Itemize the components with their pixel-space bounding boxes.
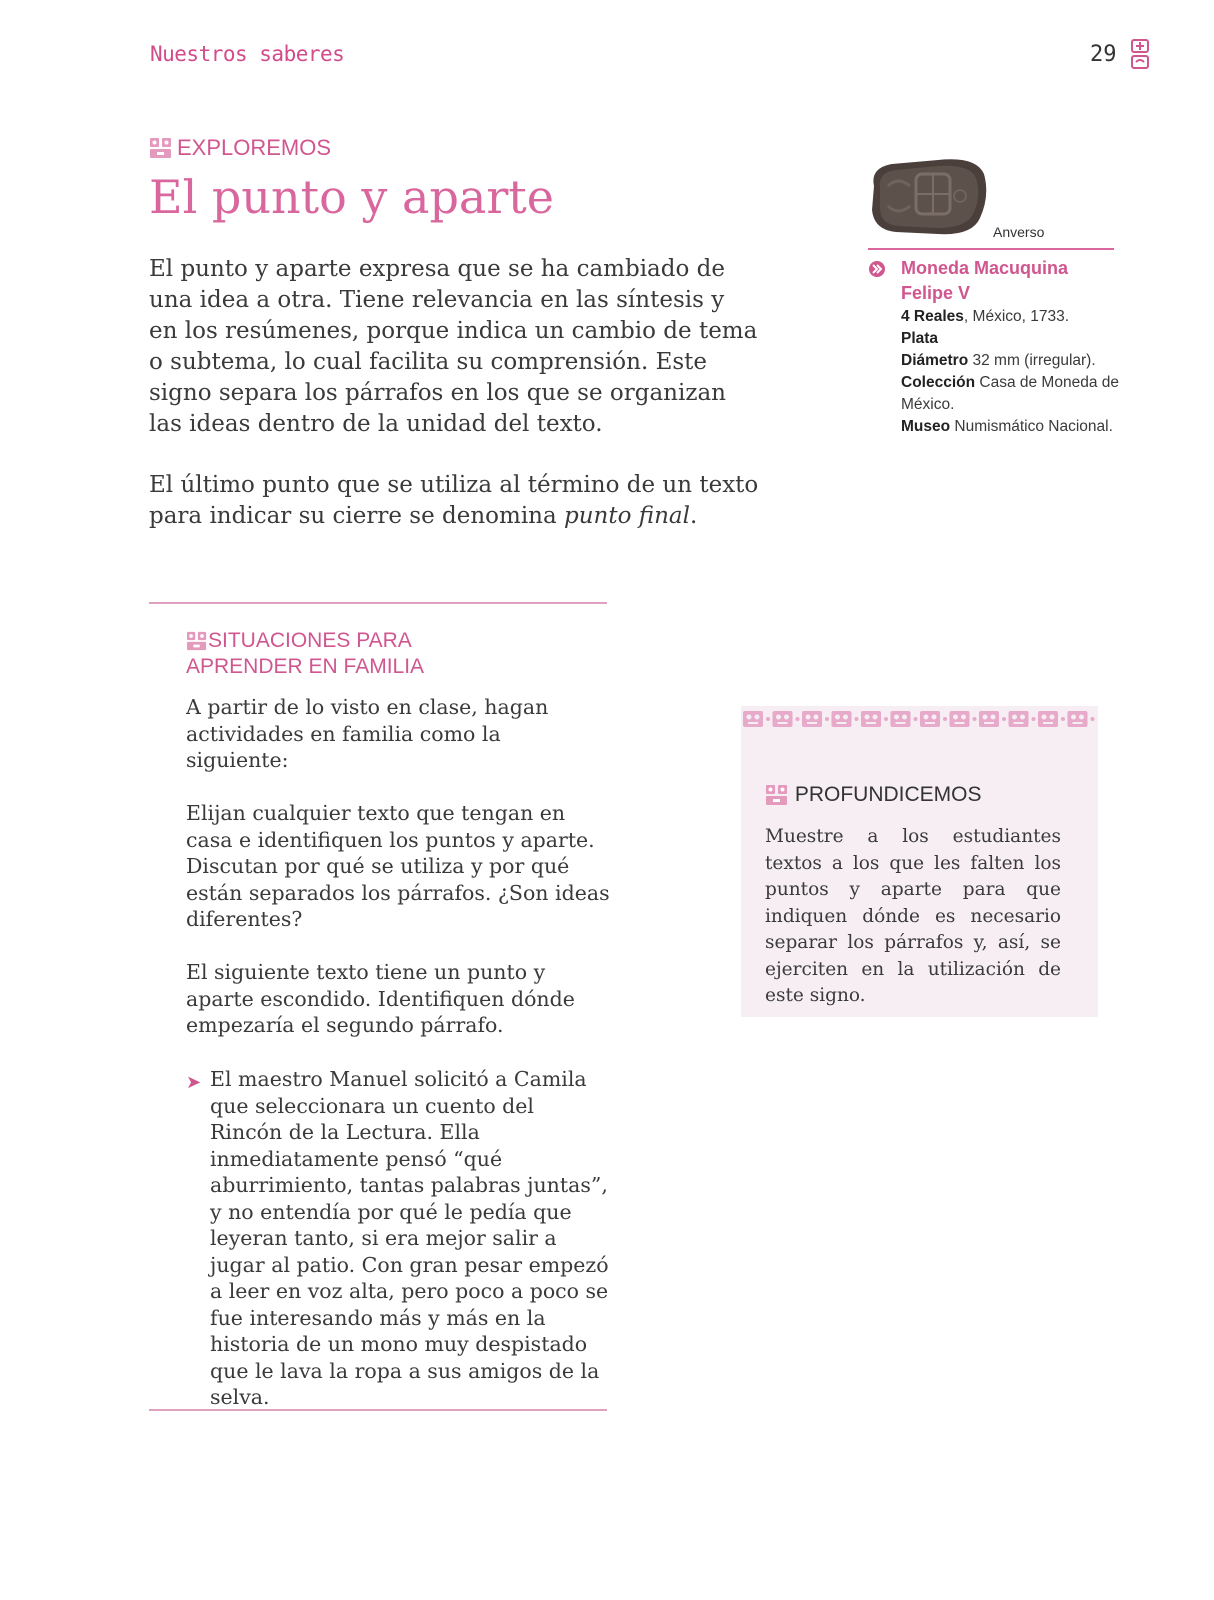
border-glyph bbox=[832, 711, 859, 727]
coin-details: 4 Reales, México, 1733. Plata Diámetro 32 mm (irregular). Colección Casa de Moneda de México. Museo Numismático Nacional. bbox=[901, 308, 1119, 435]
family-paragraph: Elijan cualquier texto que tengan en casa e identifiquen los puntos y aparte. Discutan por qué se utiliza y por qué están separados los párrafos. ¿Son ideas diferentes? bbox=[186, 801, 610, 931]
border-glyph bbox=[861, 711, 888, 727]
body-paragraph: El último punto que se utiliza al término de un texto para indicar su cierre se denomina punto final. bbox=[149, 472, 759, 529]
border-glyph bbox=[920, 711, 947, 727]
border-glyph bbox=[979, 711, 1006, 727]
family-section-heading: SITUACIONES PARA APRENDER EN FAMILIA bbox=[186, 629, 425, 678]
teacher-note-text: Muestre a los estudiantes textos a los que les falten los puntos y aparte para que indiquen dónde es necesario separar los párrafos y, así, se ejerciten en la utilización de este signo. bbox=[765, 826, 1061, 1006]
arrow-bullet-icon: ➤ bbox=[186, 1072, 202, 1093]
family-paragraph: El siguiente texto tiene un punto y aparte escondido. Identifiquen dónde empezaría el segundo párrafo. bbox=[186, 960, 575, 1037]
border-glyph bbox=[950, 711, 977, 727]
double-chevron-icon bbox=[868, 260, 886, 278]
running-title: Nuestros saberes bbox=[150, 42, 345, 66]
border-glyph bbox=[773, 711, 800, 727]
divider bbox=[868, 248, 1114, 250]
page-number: 29 bbox=[1090, 42, 1117, 67]
border-glyph bbox=[1038, 711, 1065, 727]
body-paragraph: El punto y aparte expresa que se ha cambiado de una idea a otra. Tiene relevancia en las síntesis y en los resúmenes, porque indica un cambio de tema o subtema, lo cual facilita su comprensión. Este signo separa los párrafos en los que se organizan las ideas dentro de la unidad del texto. bbox=[149, 256, 758, 437]
divider bbox=[149, 602, 607, 604]
border-glyph bbox=[743, 711, 770, 727]
emphasized-term: punto final bbox=[564, 503, 690, 529]
page-title: El punto y aparte bbox=[149, 170, 555, 224]
coin-name: Moneda Macuquina Felipe V bbox=[901, 258, 1069, 303]
family-story-paragraph: El maestro Manuel solicitó a Camila que seleccionara un cuento del Rincón de la Lectura. Ella inmediatamente pensó “qué aburrimiento, tantas palabras juntas”, y no entendía por qué le pedía que leyeran tanto, si era mejor salir a jugar al patio. Con gran pesar empezó a leer en voz alta, pero poco a poco se fue interesando más y más en la historia de un mono muy despistado que le lava la ropa a sus amigos de la selva. bbox=[210, 1067, 609, 1409]
glyph-ornament-icon bbox=[765, 784, 789, 806]
border-glyph bbox=[891, 711, 918, 727]
family-paragraph: A partir de lo visto en clase, hagan actividades en familia como la siguiente: bbox=[186, 695, 549, 772]
divider bbox=[149, 1409, 607, 1411]
border-glyph bbox=[802, 711, 829, 727]
glyph-ornament-icon bbox=[149, 137, 173, 159]
glyph-ornament-icon bbox=[186, 631, 208, 651]
section-label: EXPLOREMOS bbox=[149, 134, 331, 161]
glyph-ornament-icon bbox=[1130, 38, 1150, 72]
border-glyph bbox=[1068, 711, 1095, 727]
decorative-border bbox=[741, 708, 1098, 730]
coin-caption: Anverso bbox=[993, 224, 1045, 240]
teacher-note-heading: PROFUNDICEMOS bbox=[765, 783, 982, 807]
coin-image bbox=[868, 156, 990, 238]
border-glyph bbox=[1009, 711, 1036, 727]
